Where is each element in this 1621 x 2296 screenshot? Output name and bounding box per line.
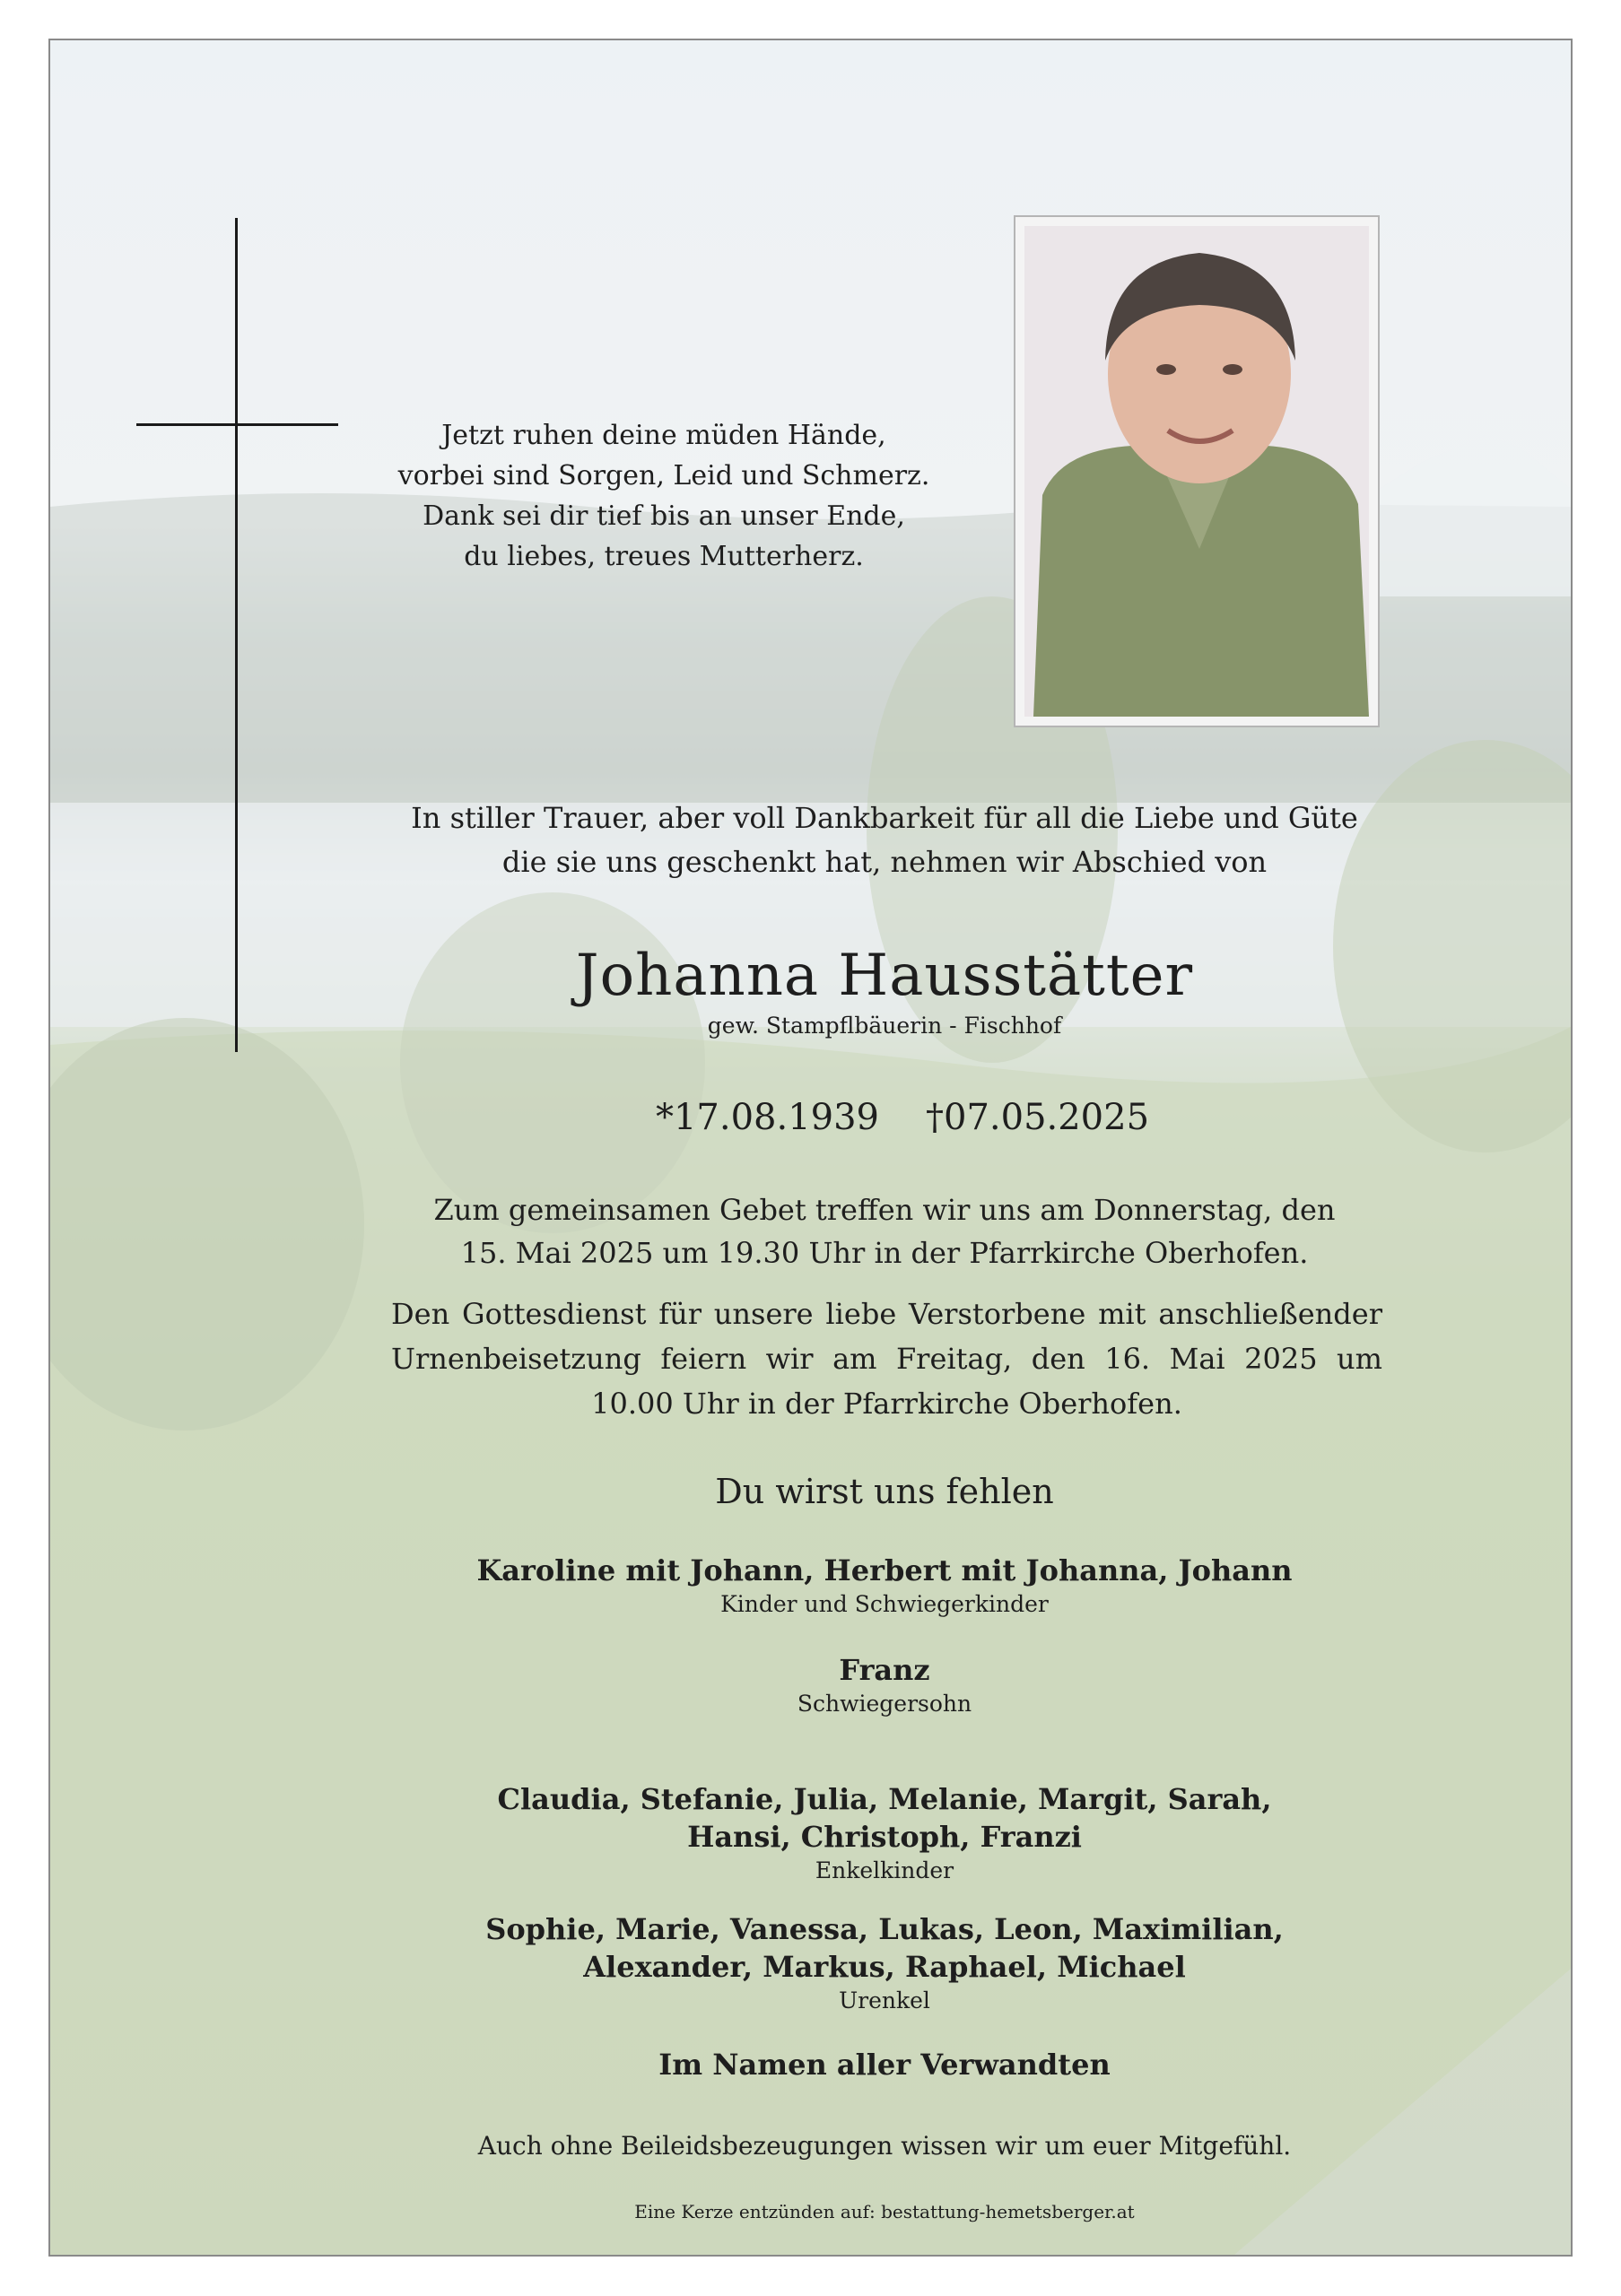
mourning-intro <box>212 796 1557 884</box>
memorial-poem <box>350 415 978 577</box>
family-names: Hansi, Christoph, Franzi <box>687 1820 1082 1854</box>
intro-line: die sie uns geschenkt hat, nehmen wir Abschied von <box>501 845 1268 879</box>
family-relation: Kinder und Schwiegerkinder <box>720 1591 1049 1617</box>
poem-line: vorbei sind Sorgen, Leid und Schmerz. <box>397 460 930 491</box>
family-names: Sophie, Marie, Vanessa, Lukas, Leon, Maximilian, <box>485 1912 1284 1946</box>
family-group-grandchildren <box>212 1780 1557 1886</box>
cross-horizontal-bar <box>136 423 338 426</box>
sympathy-note: Auch ohne Beileidsbezeugungen wissen wir um euer Mitgefühl. <box>477 2131 1292 2161</box>
parte-card <box>48 39 1573 2257</box>
candle-link-footer[interactable]: Eine Kerze entzünden auf: bestattung-hemetsberger.at <box>634 2201 1135 2222</box>
family-group-great-grandchildren <box>212 1910 1557 2016</box>
prayer-announcement <box>212 1188 1557 1274</box>
farewell-phrase: Du wirst uns fehlen <box>715 1472 1054 1511</box>
family-group-children <box>212 1552 1557 1620</box>
poem-line: Jetzt ruhen deine müden Hände, <box>441 420 886 451</box>
deceased-name: Johanna Hausstätter <box>575 943 1194 1009</box>
poem-line: du liebes, treues Mutterherz. <box>464 541 864 572</box>
family-names: Franz <box>839 1653 930 1687</box>
deceased-occupation: gew. Stampflbäuerin - Fischhof <box>707 1013 1062 1039</box>
prayer-line: 15. Mai 2025 um 19.30 Uhr in der Pfarrkirche Oberhofen. <box>460 1236 1309 1270</box>
closing-line: Im Namen aller Verwandten <box>658 2048 1111 2082</box>
service-announcement: Den Gottesdienst für unsere liebe Verstorbene mit anschließender Urnenbeisetzung feiern wir am Freitag, den 16. Mai 2025 um 10.00 Uhr in der Pfarrkirche Oberhofen. <box>391 1297 1382 1421</box>
portrait-illustration <box>1024 226 1369 717</box>
family-relation: Enkelkinder <box>815 1857 954 1883</box>
family-names: Karoline mit Johann, Herbert mit Johanna, Johann <box>476 1553 1293 1587</box>
intro-line: In stiller Trauer, aber voll Dankbarkeit für all die Liebe und Güte <box>411 801 1358 835</box>
prayer-line: Zum gemeinsamen Gebet treffen wir uns am Donnerstag, den <box>433 1193 1336 1227</box>
cross-vertical-bar <box>235 218 238 1052</box>
poem-line: Dank sei dir tief bis an unser Ende, <box>423 500 905 532</box>
family-relation: Schwiegersohn <box>797 1691 972 1717</box>
family-relation: Urenkel <box>839 1987 930 2013</box>
life-dates <box>588 1094 1216 1141</box>
birth-date: *17.08.1939 <box>655 1097 879 1138</box>
portrait-frame <box>1014 215 1380 727</box>
death-date: †07.05.2025 <box>926 1097 1150 1138</box>
portrait-photo <box>1024 226 1369 717</box>
family-group-son-in-law <box>212 1651 1557 1719</box>
family-names: Alexander, Markus, Raphael, Michael <box>583 1950 1186 1984</box>
family-names: Claudia, Stefanie, Julia, Melanie, Margit, Sarah, <box>497 1782 1272 1816</box>
